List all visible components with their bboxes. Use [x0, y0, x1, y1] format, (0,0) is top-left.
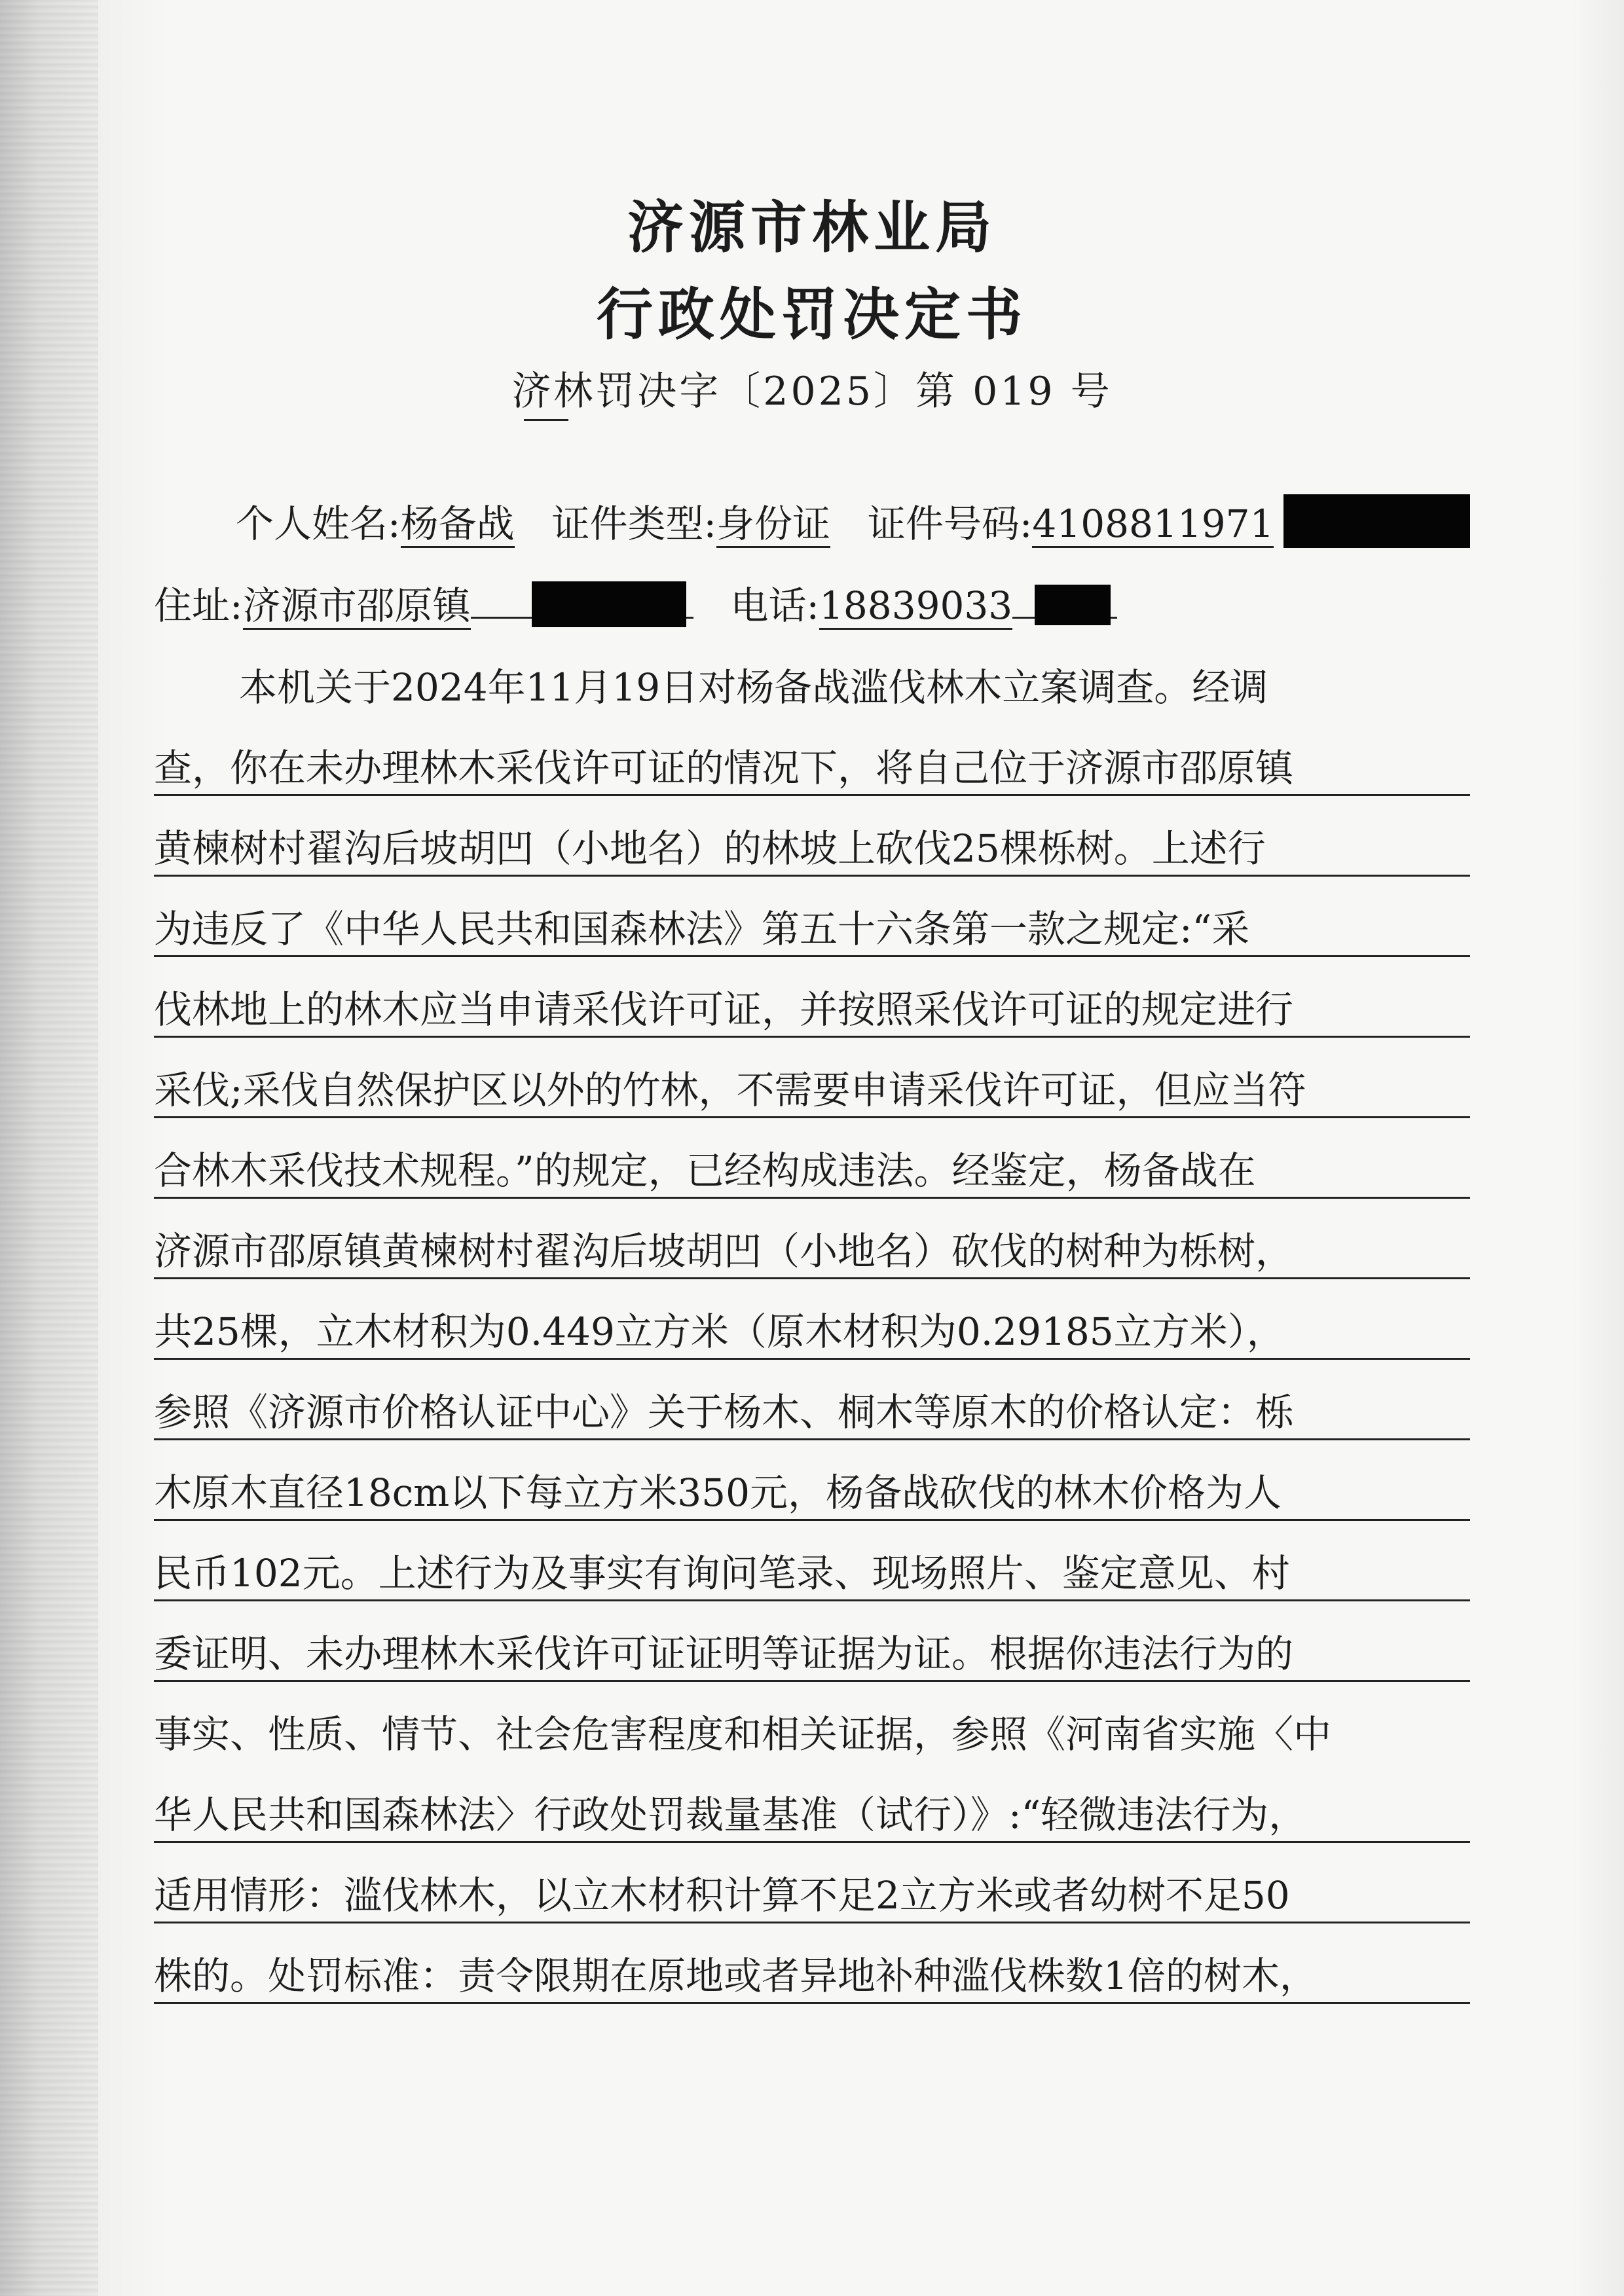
name-label: 个人姓名:	[236, 501, 401, 546]
body-line-13: 委证明、未办理林木采伐许可证证明等证据为证。根据你违法行为的	[154, 1628, 1470, 1682]
document-number: 济林罚决字〔2025〕第 019 号	[511, 369, 1113, 414]
body-line-9: 共25棵，立木材积为0.449立方米（原木材积为0.29185立方米），	[154, 1305, 1470, 1360]
id-number-label: 证件号码:	[867, 501, 1033, 546]
redaction-bar	[1035, 585, 1111, 625]
redaction-bar	[532, 581, 686, 627]
party-address: 济源市邵原镇	[243, 583, 471, 630]
scan-edge-shading	[0, 0, 98, 2296]
body-line-1: 本机关于2024年11月19日对杨备战滥伐林木立案调查。经调	[239, 665, 1268, 710]
body-line-5: 伐林地上的林木应当申请采伐许可证，并按照采伐许可证的规定进行	[154, 983, 1470, 1038]
party-name: 杨备战	[401, 501, 515, 548]
body-line-7: 合林木采伐技术规程。”的规定，已经构成违法。经鉴定，杨备战在	[154, 1144, 1470, 1199]
body-line-6: 采伐;采伐自然保护区以外的竹林，不需要申请采伐许可证，但应当符	[154, 1064, 1470, 1118]
address-phone-line	[154, 577, 1470, 630]
id-number: 4108811971	[1032, 501, 1274, 548]
party-phone: 18839033	[819, 583, 1012, 630]
id-type-label: 证件类型:	[551, 501, 716, 546]
body-line-16: 适用情形：滥伐林木，以立木材积计算不足2立方米或者幼树不足50	[154, 1869, 1470, 1923]
agency-title: 济源市林业局	[627, 194, 997, 261]
body-line-8: 济源市邵原镇黄楝树村翟沟后坡胡凹（小地名）砍伐的树种为栎树，	[154, 1225, 1470, 1279]
body-line-17: 株的。处罚标准：责令限期在原地或者异地补种滥伐株数1倍的树木，	[154, 1950, 1470, 2004]
body-line-11: 木原木直径18cm以下每立方米350元，杨备战砍伐的林木价格为人	[154, 1467, 1470, 1521]
document-type-title: 行政处罚决定书	[597, 282, 1027, 348]
body-line-2: 查，你在未办理林木采伐许可证的情况下，将自己位于济源市邵原镇	[154, 742, 1470, 796]
body-line-3: 黄楝树村翟沟后坡胡凹（小地名）的林坡上砍伐25棵栎树。上述行	[154, 822, 1470, 877]
address-label: 住址:	[154, 583, 243, 628]
body-line-4: 为违反了《中华人民共和国森林法》第五十六条第一款之规定:“采	[154, 903, 1470, 957]
document-number-underline	[524, 419, 568, 421]
body-line-12: 民币102元。上述行为及事实有询问笔录、现场照片、鉴定意见、村	[154, 1547, 1470, 1601]
body-line-14: 事实、性质、情节、社会危害程度和相关证据，参照《河南省实施〈中	[154, 1712, 1332, 1757]
phone-label: 电话:	[730, 583, 819, 628]
redaction-bar	[1283, 494, 1470, 548]
id-type: 身份证	[716, 501, 830, 548]
body-line-10: 参照《济源市价格认证中心》关于杨木、桐木等原木的价格认定：栎	[154, 1386, 1470, 1440]
body-line-15: 华人民共和国森林法〉行政处罚裁量基准（试行）》:“轻微违法行为，	[154, 1789, 1470, 1843]
